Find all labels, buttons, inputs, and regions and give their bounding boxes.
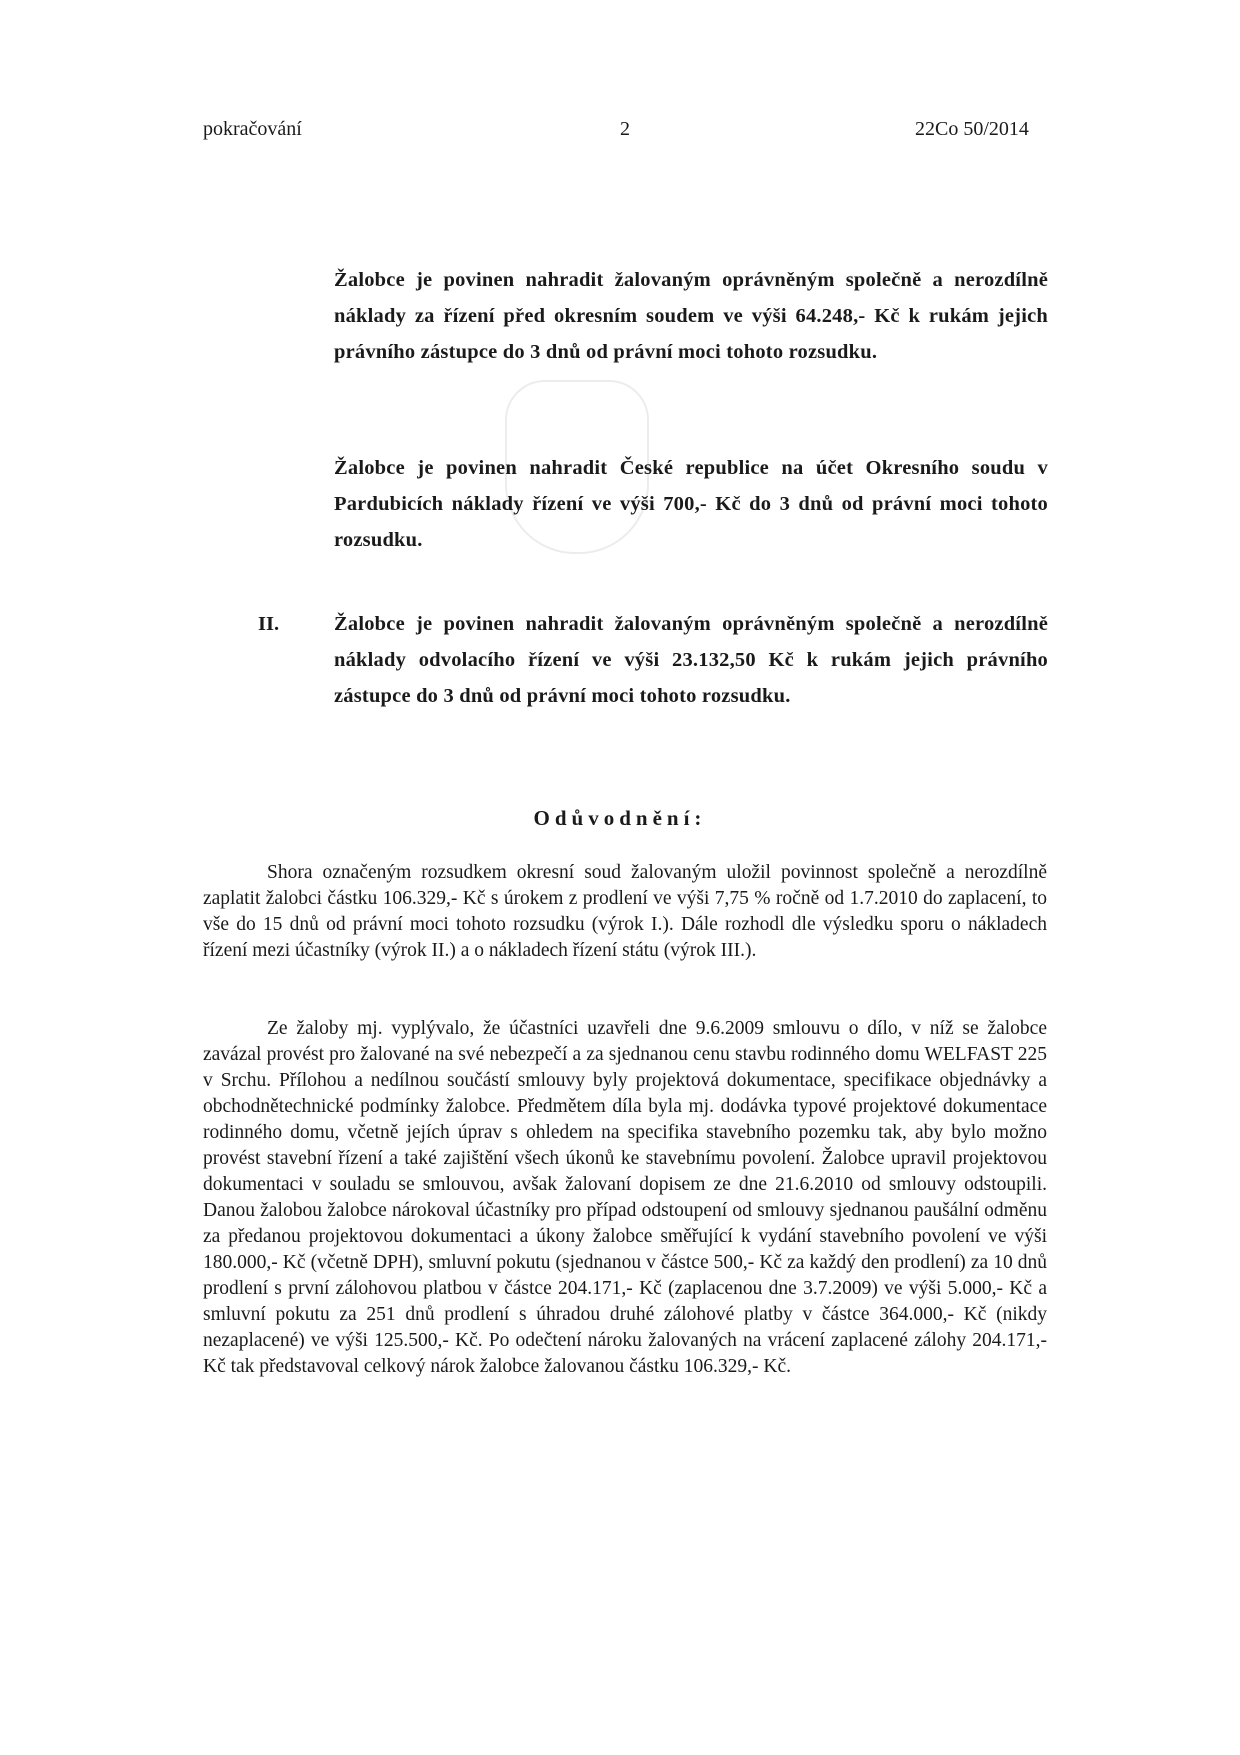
verdict-paragraph-state-costs: Žalobce je povinen nahradit České republice na účet Okresního soudu v Pardubicích náklady řízení ve výši 700,- Kč do 3 dnů od právní moci tohoto rozsudku. (334, 457, 1048, 551)
continuation-label: pokračování (203, 118, 302, 140)
reasoning-paragraph: Ze žaloby mj. vyplývalo, že účastníci uzavřeli dne 9.6.2009 smlouvu o dílo, v níž se žalobce zavázal provést pro žalované na své nebezpečí a za sjednanou cenu stavbu rodinného domu WELFAST 225 v Srchu. Přílohou a nedílnou součástí smlouvy byly projektová dokumentace, specifikace objednávky a obchodnětechnické podmínky žalobce. Předmětem díla byla mj. dodávka typové projektové dokumentace rodinného domu, včetně jejích úprav s ohledem na specifika stavebního pozemku tak, aby bylo možno provést stavební řízení a také zajištění všech úkonů ke stavebnímu povolení. Žalobce upravil projektovou dokumentaci v souladu se smlouvou, avšak žalovaní dopisem ze dne 21.6.2010 od smlouvy odstoupili. Danou žalobou žalobce nárokoval účastníky pro případ odstoupení od smlouvy sjednanou paušální odměnu za předanou projektovou dokumentaci a úkony žalobce směřující k vydání stavebního povolení ve výši 180.000,- Kč (včetně DPH), smluvní pokutu (sjednanou v částce 500,- Kč za každý den prodlení) za 10 dnů prodlení s první zálohovou platbou v částce 204.171,- Kč (zaplacenou dne 3.7.2009) ve výši 5.000,- Kč a smluvní pokutu za 251 dnů prodlení s úhradou druhé zálohové platby v částce 364.000,- Kč (nikdy nezaplacené) ve výši 125.500,- Kč. Po odečtení nároku žalovaných na vrácení zaplacené zálohy 204.171,- Kč tak představoval celkový nárok žalobce žalovanou částku 106.329,- Kč. (203, 1018, 1047, 1377)
verdict-item-appeal-costs: Žalobce je povinen nahradit žalovaným oprávněným společně a nerozdílně náklady odvolacího řízení ve výši 23.132,50 Kč k rukám jejich právního zástupce do 3 dnů od právní moci tohoto rozsudku. (334, 613, 1048, 707)
verdict-paragraph-costs: Žalobce je povinen nahradit žalovaným oprávněným společně a nerozdílně náklady za řízení před okresním soudem ve výši 64.248,- Kč k rukám jejich právního zástupce do 3 dnů od právní moci tohoto rozsudku. (334, 269, 1048, 363)
file-number: 22Co 50/2014 (915, 118, 1029, 140)
page-number: 2 (620, 118, 630, 140)
verdict-item-numeral: II. (258, 613, 280, 635)
page-header (0, 118, 1240, 148)
reasoning-heading: Odůvodnění: (533, 806, 707, 830)
reasoning-paragraph: Shora označeným rozsudkem okresní soud žalovaným uložil povinnost společně a nerozdílně zaplatit žalobci částku 106.329,- Kč s úrokem z prodlení ve výši 7,75 % ročně od 1.7.2010 do zaplacení, to vše do 15 dnů od právní moci tohoto rozsudku (výrok I.). Dále rozhodl dle výsledku sporu o nákladech řízení mezi účastníky (výrok II.) a o nákladech řízení státu (výrok III.). (203, 862, 1047, 961)
